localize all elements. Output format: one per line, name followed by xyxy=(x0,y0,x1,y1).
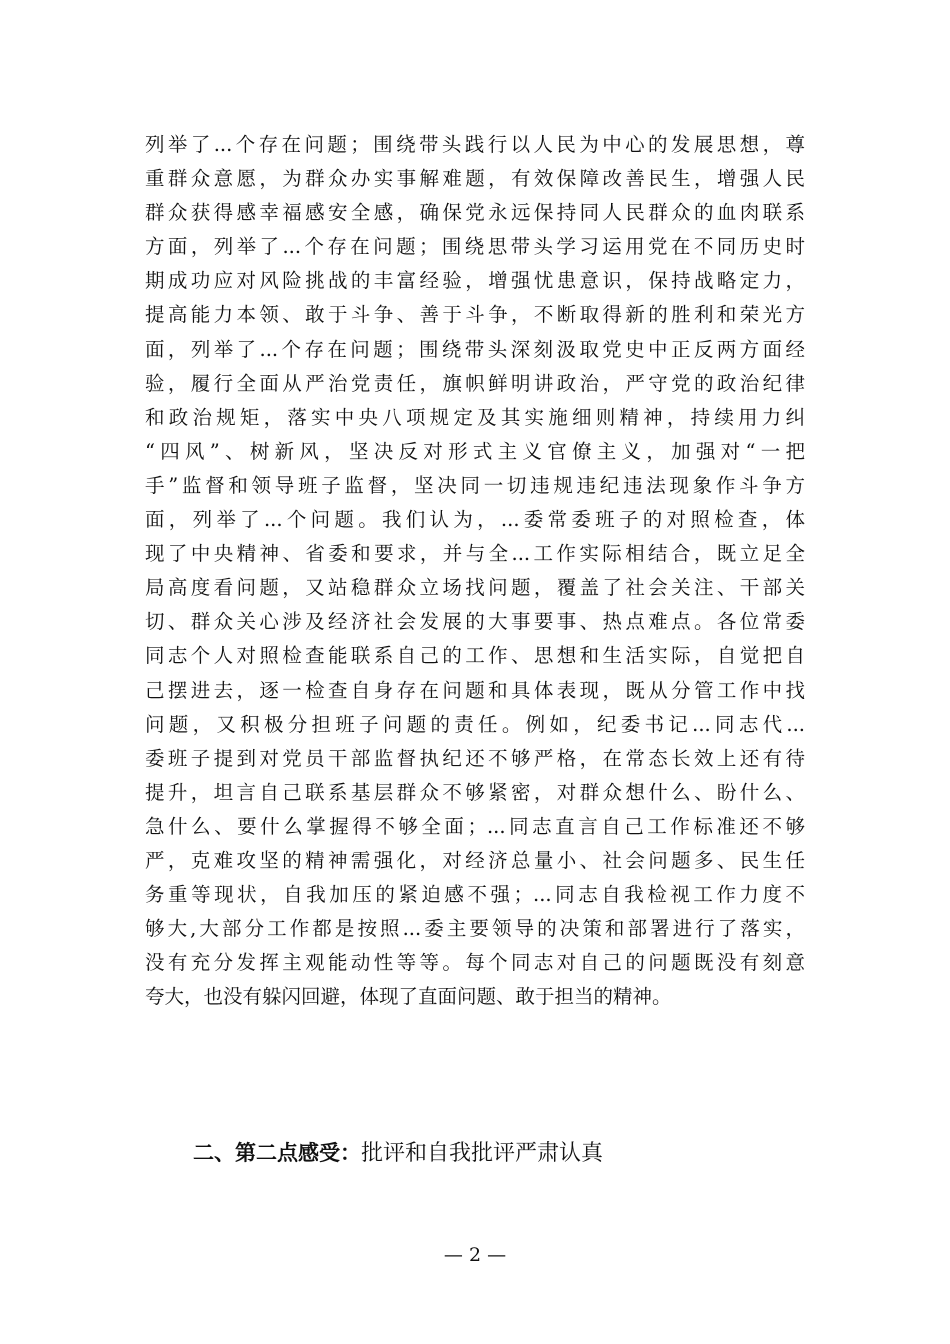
section-heading-number: 二、第二点感受： xyxy=(193,1141,361,1165)
paragraph-line: 面，列举了...个存在问题；围绕带头深刻汲取党史中正反两方面经 xyxy=(145,337,805,361)
paragraph-line: 委班子提到对党员干部监督执纪还不够严格，在常态长效上还有待 xyxy=(145,746,805,770)
paragraph-line: 提高能力本领、敢于斗争、善于斗争，不断取得新的胜利和荣光方 xyxy=(145,303,805,327)
paragraph-line: 重群众意愿，为群众办实事解难题，有效保障改善民生，增强人民 xyxy=(145,167,805,191)
paragraph-line: 现了中央精神、省委和要求，并与全...工作实际相结合，既立足全 xyxy=(145,542,805,566)
paragraph-line: 够大,大部分工作都是按照...委主要领导的决策和部署进行了落实， xyxy=(145,917,805,941)
paragraph-line: 和政治规矩，落实中央八项规定及其实施细则精神，持续用力纠 xyxy=(145,405,805,429)
paragraph-line: 列举了...个存在问题；围绕带头践行以人民为中心的发展思想，尊 xyxy=(145,133,805,156)
paragraph-line: 验，履行全面从严治党责任，旗帜鲜明讲政治，严守党的政治纪律 xyxy=(145,371,805,395)
paragraph-line: 期成功应对风险挑战的丰富经验，增强忧患意识，保持战略定力， xyxy=(145,269,805,293)
paragraph-line: 局高度看问题，又站稳群众立场找问题，覆盖了社会关注、干部关 xyxy=(145,576,805,600)
paragraph-line: 夸大，也没有躲闪回避，体现了直面问题、敢于担当的精神。 xyxy=(145,985,672,1009)
paragraph-line: 切、群众关心涉及经济社会发展的大事要事、热点难点。各位常委 xyxy=(145,610,805,634)
paragraph-line: 群众获得感幸福感安全感，确保党永远保持同人民群众的血肉联系 xyxy=(145,201,805,225)
paragraph-line: 方面，列举了...个存在问题；围绕思带头学习运用党在不同历史时 xyxy=(145,235,805,259)
section-heading-text: 批评和自我批评严肃认真 xyxy=(361,1141,604,1166)
paragraph-line: 问题，又积极分担班子问题的责任。例如，纪委书记...同志代... xyxy=(145,712,805,736)
paragraph-line: 严，克难攻坚的精神需强化，对经济总量小、社会问题多、民生任 xyxy=(145,848,805,872)
paragraph-line: 急什么、要什么掌握得不够全面；...同志直言自己工作标准还不够 xyxy=(145,814,805,838)
paragraph-line: 手”监督和领导班子监督，坚决同一切违规违纪违法现象作斗争方 xyxy=(145,473,805,497)
paragraph-line: 同志个人对照检查能联系自己的工作、思想和生活实际，自觉把自 xyxy=(145,644,805,668)
paragraph-line: 务重等现状，自我加压的紧迫感不强；...同志自我检视工作力度不 xyxy=(145,883,805,907)
page-number: — 2 — xyxy=(443,1244,507,1266)
paragraph-line: 面，列举了...个问题。我们认为，...委常委班子的对照检查，体 xyxy=(145,508,805,532)
paragraph-line: “四风”、树新风，坚决反对形式主义官僚主义，加强对“一把 xyxy=(145,439,805,463)
paragraph-line: 己摆进去，逐一检查自身存在问题和具体表现，既从分管工作中找 xyxy=(145,678,805,702)
body-paragraph xyxy=(145,128,805,1014)
paragraph-line: 提升，坦言自己联系基层群众不够紧密，对群众想什么、盼什么、 xyxy=(145,780,805,804)
section-heading xyxy=(193,1133,603,1174)
paragraph-line: 没有充分发挥主观能动性等等。每个同志对自己的问题既没有刻意 xyxy=(145,951,805,975)
